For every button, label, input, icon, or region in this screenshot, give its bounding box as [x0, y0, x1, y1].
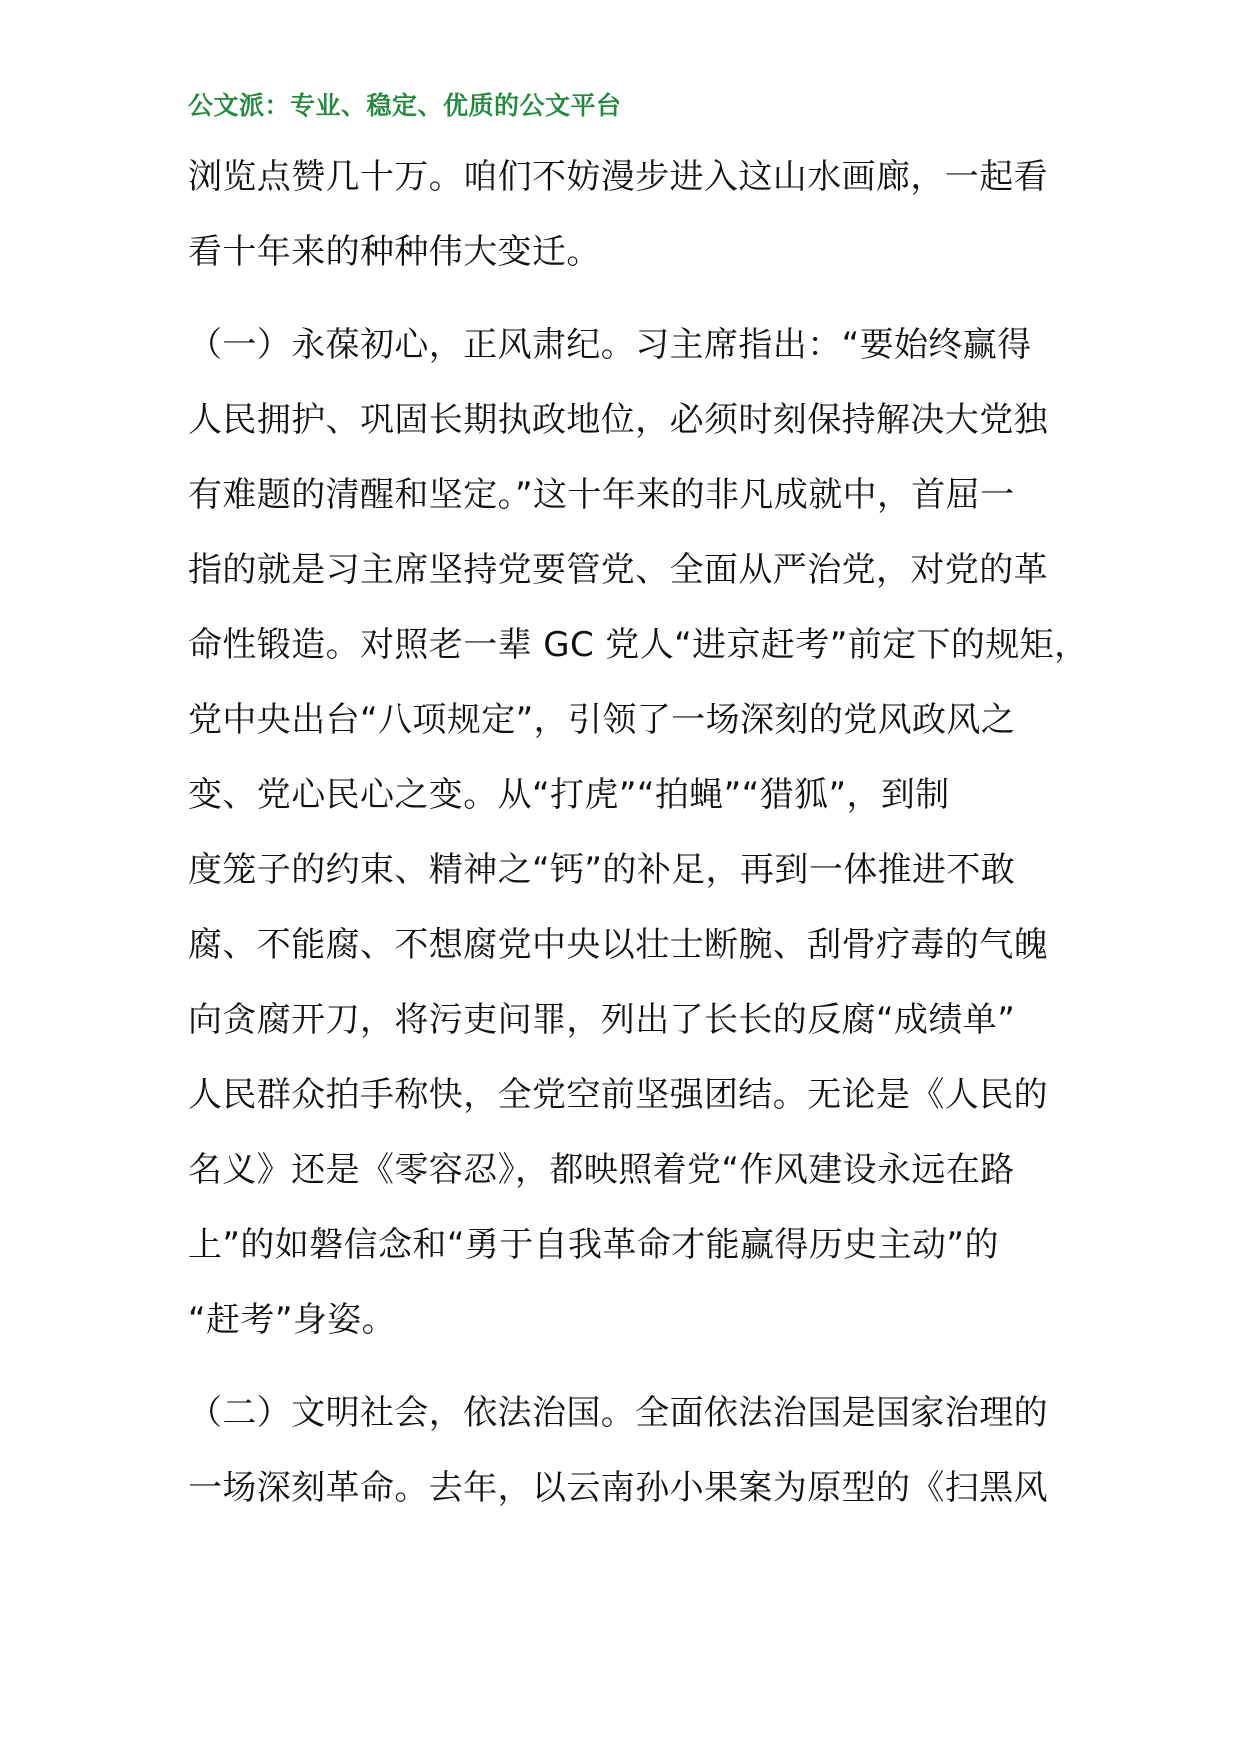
text-line: “赶考”身姿。	[188, 1300, 397, 1340]
text-line: 命性锻造。对照老一辈 GC 党人“进京赶考”前定下的规矩，	[188, 625, 1089, 665]
text-line: 党中央出台“八项规定”，引领了一场深刻的党风政风之	[188, 700, 1016, 740]
text-line: 上”的如磐信念和“勇于自我革命才能赢得历史主动”的	[188, 1225, 999, 1265]
text-line: 变、党心民心之变。从“打虎”“拍蝇”“猎狐”，到制	[188, 775, 950, 815]
text-line: 人民群众拍手称快，全党空前坚强团结。无论是《人民的	[188, 1075, 1048, 1115]
text-line: 人民拥护、巩固长期执政地位，必须时刻保持解决大党独	[188, 400, 1048, 440]
text-line: 有难题的清醒和坚定。”这十年来的非凡成就中，首屈一	[188, 475, 1015, 515]
text-line: 指的就是习主席坚持党要管党、全面从严治党，对党的革	[188, 550, 1048, 590]
text-line: 一场深刻革命。去年，以云南孙小果案为原型的《扫黑风	[188, 1468, 1048, 1508]
paragraph-2	[188, 308, 1089, 1358]
text-line: 名义》还是《零容忍》，都映照着党“作风建设永远在路	[188, 1150, 1015, 1190]
brand-header: 公文派：专业、稳定、优质的公文平台	[188, 91, 622, 120]
paragraph-3	[188, 1376, 1068, 1526]
text-line: 浏览点赞几十万。咱们不妨漫步进入这山水画廊，一起看	[188, 157, 1048, 197]
text-line: （二）文明社会，依法治国。全面依法治国是国家治理的	[188, 1393, 1048, 1433]
document-body	[188, 140, 1089, 1526]
text-line: 度笼子的约束、精神之“钙”的补足，再到一体推进不敢	[188, 850, 1016, 890]
text-line: 看十年来的种种伟大变迁。	[188, 232, 601, 272]
text-line: （一）永葆初心，正风肃纪。习主席指出：“要始终赢得	[188, 325, 1032, 365]
text-line: 向贪腐开刀，将污吏问罪，列出了长长的反腐“成绩单”	[188, 1000, 1016, 1040]
paragraph-1	[188, 140, 1068, 290]
text-line: 腐、不能腐、不想腐党中央以壮士断腕、刮骨疗毒的气魄	[188, 925, 1048, 965]
